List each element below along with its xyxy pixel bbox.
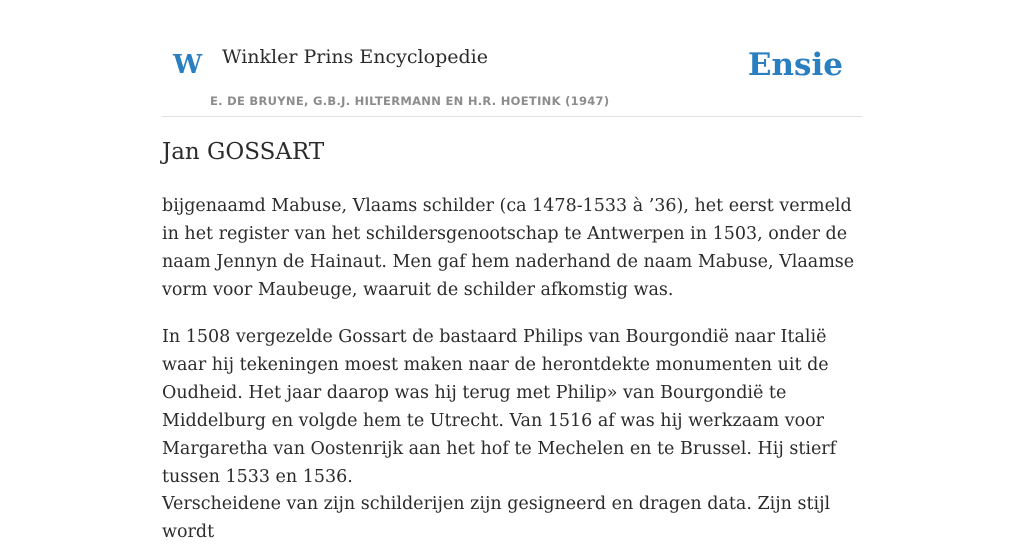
source-authors: E. DE BRUYNE, G.B.J. HILTERMANN EN H.R. HOETINK (1947)	[210, 94, 610, 108]
article-paragraph: In 1508 vergezelde Gossart de bastaard Philips van Bourgondië naar Italië waar hij tekeningen moest maken naar de herontdekte monumenten uit de Oudheid. Het jaar daarop was hij terug met Philip» van Bourgondië te Middelburg en volgde hem te Utrecht. Van 1516 af was hij werkzaam voor Margaretha van Oostenrijk aan het hof te Mechelen en te Brussel. Hij stierf tussen 1533 en 1536.	[162, 327, 837, 487]
ensie-logo[interactable]: Ensie	[747, 47, 843, 83]
content-column	[162, 0, 862, 542]
source-title[interactable]: Winkler Prins Encyclopedie	[222, 46, 488, 68]
source-header	[162, 0, 862, 117]
article-paragraph: bijgenaamd Mabuse, Vlaams schilder (ca 1478-1533 à ’36), het eerst vermeld in het register van het schildersgenootschap te Antwerpen in 1503, onder de naam Jennyn de Hainaut. Men gaf hem naderhand de naam Mabuse, Vlaamse vorm voor Maubeuge, waaruit de schilder afkomstig was.	[162, 196, 855, 300]
article-paragraph: Verscheidene van zijn schilderijen zijn gesigneerd en dragen data. Zijn stijl wordt	[162, 494, 831, 542]
article-title: Jan GOSSART	[162, 139, 325, 165]
winkler-prins-logo[interactable]: W	[173, 50, 203, 80]
